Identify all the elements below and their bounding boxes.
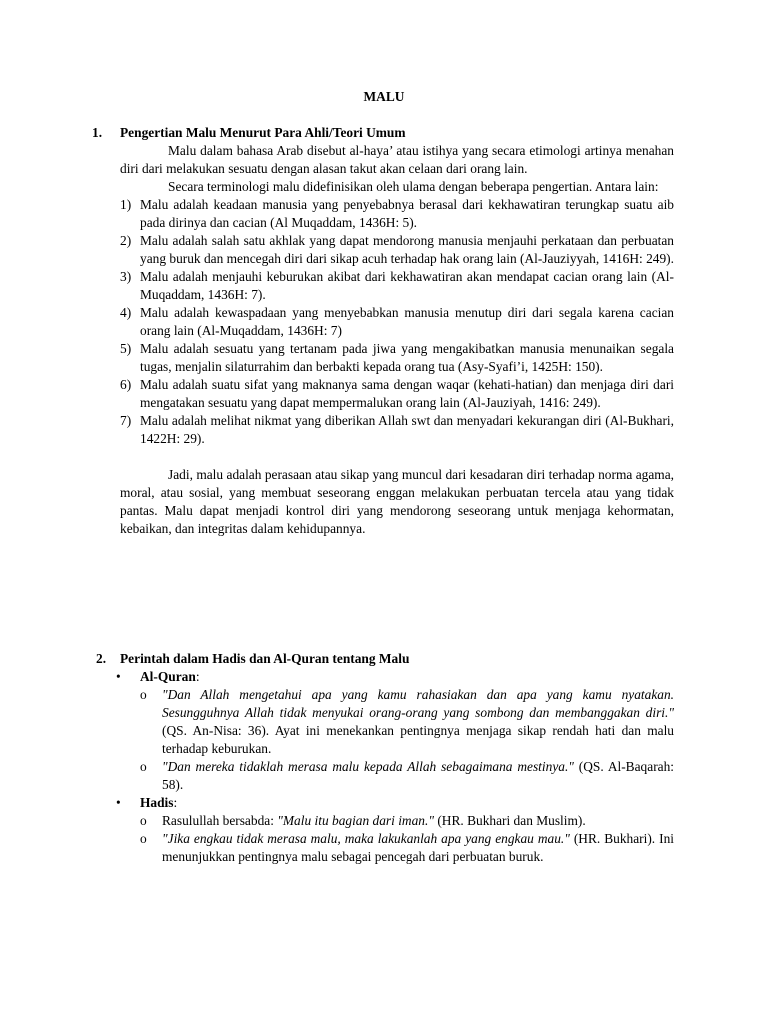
list-item: 4) Malu adalah kewaspadaan yang menyebabkan manusia menutup diri dari segala karena cacian orang lain (Al-Muqaddam, 1436H: 7) — [120, 305, 674, 338]
page-title: MALU — [363, 89, 405, 104]
bullet-icon: • — [116, 669, 121, 684]
quran-verse-2: o "Dan mereka tidaklah merasa malu kepada Allah sebagaimana mestinya." (QS. Al-Baqarah: 58). — [140, 759, 675, 792]
bullet-hadis: • Hadis: — [116, 795, 178, 810]
sub-bullet-icon: o — [140, 813, 147, 828]
hadis-1: o Rasulullah bersabda: "Malu itu bagian dari iman." (HR. Bukhari dan Muslim). — [140, 813, 586, 828]
section-1-heading — [92, 124, 674, 142]
section-2-heading — [96, 650, 674, 668]
paragraph-etymology: Malu dalam bahasa Arab disebut al-haya’ atau istihya yang secara etimologi artinya menahan diri dari melakukan sesuatu dengan alasan takut akan celaan dari orang lain. — [120, 143, 674, 176]
hadis-2: o "Jika engkau tidak merasa malu, maka lakukanlah apa yang engkau mau." (HR. Bukhari). Ini menunjukkan pentingnya malu sebagai pencegah dari perbuatan buruk. — [140, 831, 674, 864]
list-item: 1) Malu adalah keadaan manusia yang penyebabnya berasal dari kekhawatiran terungkap suatu aib pada dirinya dan cacian (Al Muqaddam, 1436H: 5). — [120, 197, 674, 230]
bullet-icon: • — [116, 795, 121, 810]
hadis-label: Hadis — [140, 795, 174, 810]
section-2-title: Perintah dalam Hadis dan Al-Quran tentang Malu — [120, 651, 410, 666]
definition-list — [120, 196, 674, 448]
quran-quote: "Dan Allah mengetahui apa yang kamu rahasiakan dan apa yang kamu nyatakan. Sesungguhnya Allah tidak menyukai orang-orang yang sombong dan membanggakan diri." — [162, 687, 674, 720]
list-item: 6) Malu adalah suatu sifat yang maknanya sama dengan waqar (kehati-hatian) dan menjaga diri dari mengatakan sesuatu yang dapat mempermalukan orang lain (Al-Jauziyah, 1416: 249). — [120, 377, 674, 410]
bullet-quran: • Al-Quran: — [116, 669, 200, 684]
section-1-title: Pengertian Malu Menurut Para Ahli/Teori Umum — [120, 125, 406, 140]
list-item: 3) Malu adalah menjauhi keburukan akibat dari kekhawatiran akan mendapat cacian orang lain (Al-Muqaddam, 1436H: 7). — [120, 269, 674, 302]
list-item: 7) Malu adalah melihat nikmat yang diberikan Allah swt dan menyadari kekurangan diri (Al-Bukhari, 1422H: 29). — [120, 413, 674, 446]
section-2-number: 2. — [96, 651, 107, 666]
section-2 — [96, 650, 674, 866]
paragraph-conclusion: Jadi, malu adalah perasaan atau sikap yang muncul dari kesadaran diri terhadap norma agama, moral, atau sosial, yang membuat seseorang enggan melakukan perbuatan tercela atau yang tidak pantas. Malu dapat menjadi kontrol diri yang mendorong seseorang untuk menjaga kehormatan, kebaikan, dan integritas dalam kehidupannya. — [120, 467, 674, 536]
quran-label: Al-Quran — [140, 669, 196, 684]
hadis-quote: "Malu itu bagian dari iman." — [277, 813, 434, 828]
paragraph-terminology: Secara terminologi malu didefinisikan oleh ulama dengan beberapa pengertian. Antara lain: — [168, 179, 659, 194]
sub-bullet-icon: o — [140, 759, 147, 774]
section-1 — [92, 124, 674, 538]
hadis-quote: "Jika engkau tidak merasa malu, maka lakukanlah apa yang engkau mau." — [162, 831, 570, 846]
quran-verse-1: o "Dan Allah mengetahui apa yang kamu rahasiakan dan apa yang kamu nyatakan. Sesungguhnya Allah tidak menyukai orang-orang yang sombong dan membanggakan diri." (QS. An-Nisa: 36). Ayat ini menekankan pentingnya menjaga sikap rendah hati dan malu terhadap keburukan. — [140, 687, 674, 756]
quran-quote: "Dan mereka tidaklah merasa malu kepada Allah sebagaimana mestinya." — [162, 759, 574, 774]
section-1-number: 1. — [92, 125, 103, 140]
list-item: 5) Malu adalah sesuatu yang tertanam pada jiwa yang mengakibatkan manusia menunaikan segala tugas, menjalin silaturrahim dan berbakti kepada orang tua (Asy-Syafi’i, 1425H: 150). — [120, 341, 674, 374]
sub-bullet-icon: o — [140, 687, 147, 702]
list-item: 2) Malu adalah salah satu akhlak yang dapat mendorong manusia menjauhi perkataan dan perbuatan yang buruk dan mencegah diri dari sikap acuh terhadap hak orang lain (Al-Jauziyyah, 1416H: 249). — [120, 233, 674, 266]
sub-bullet-icon: o — [140, 831, 147, 846]
